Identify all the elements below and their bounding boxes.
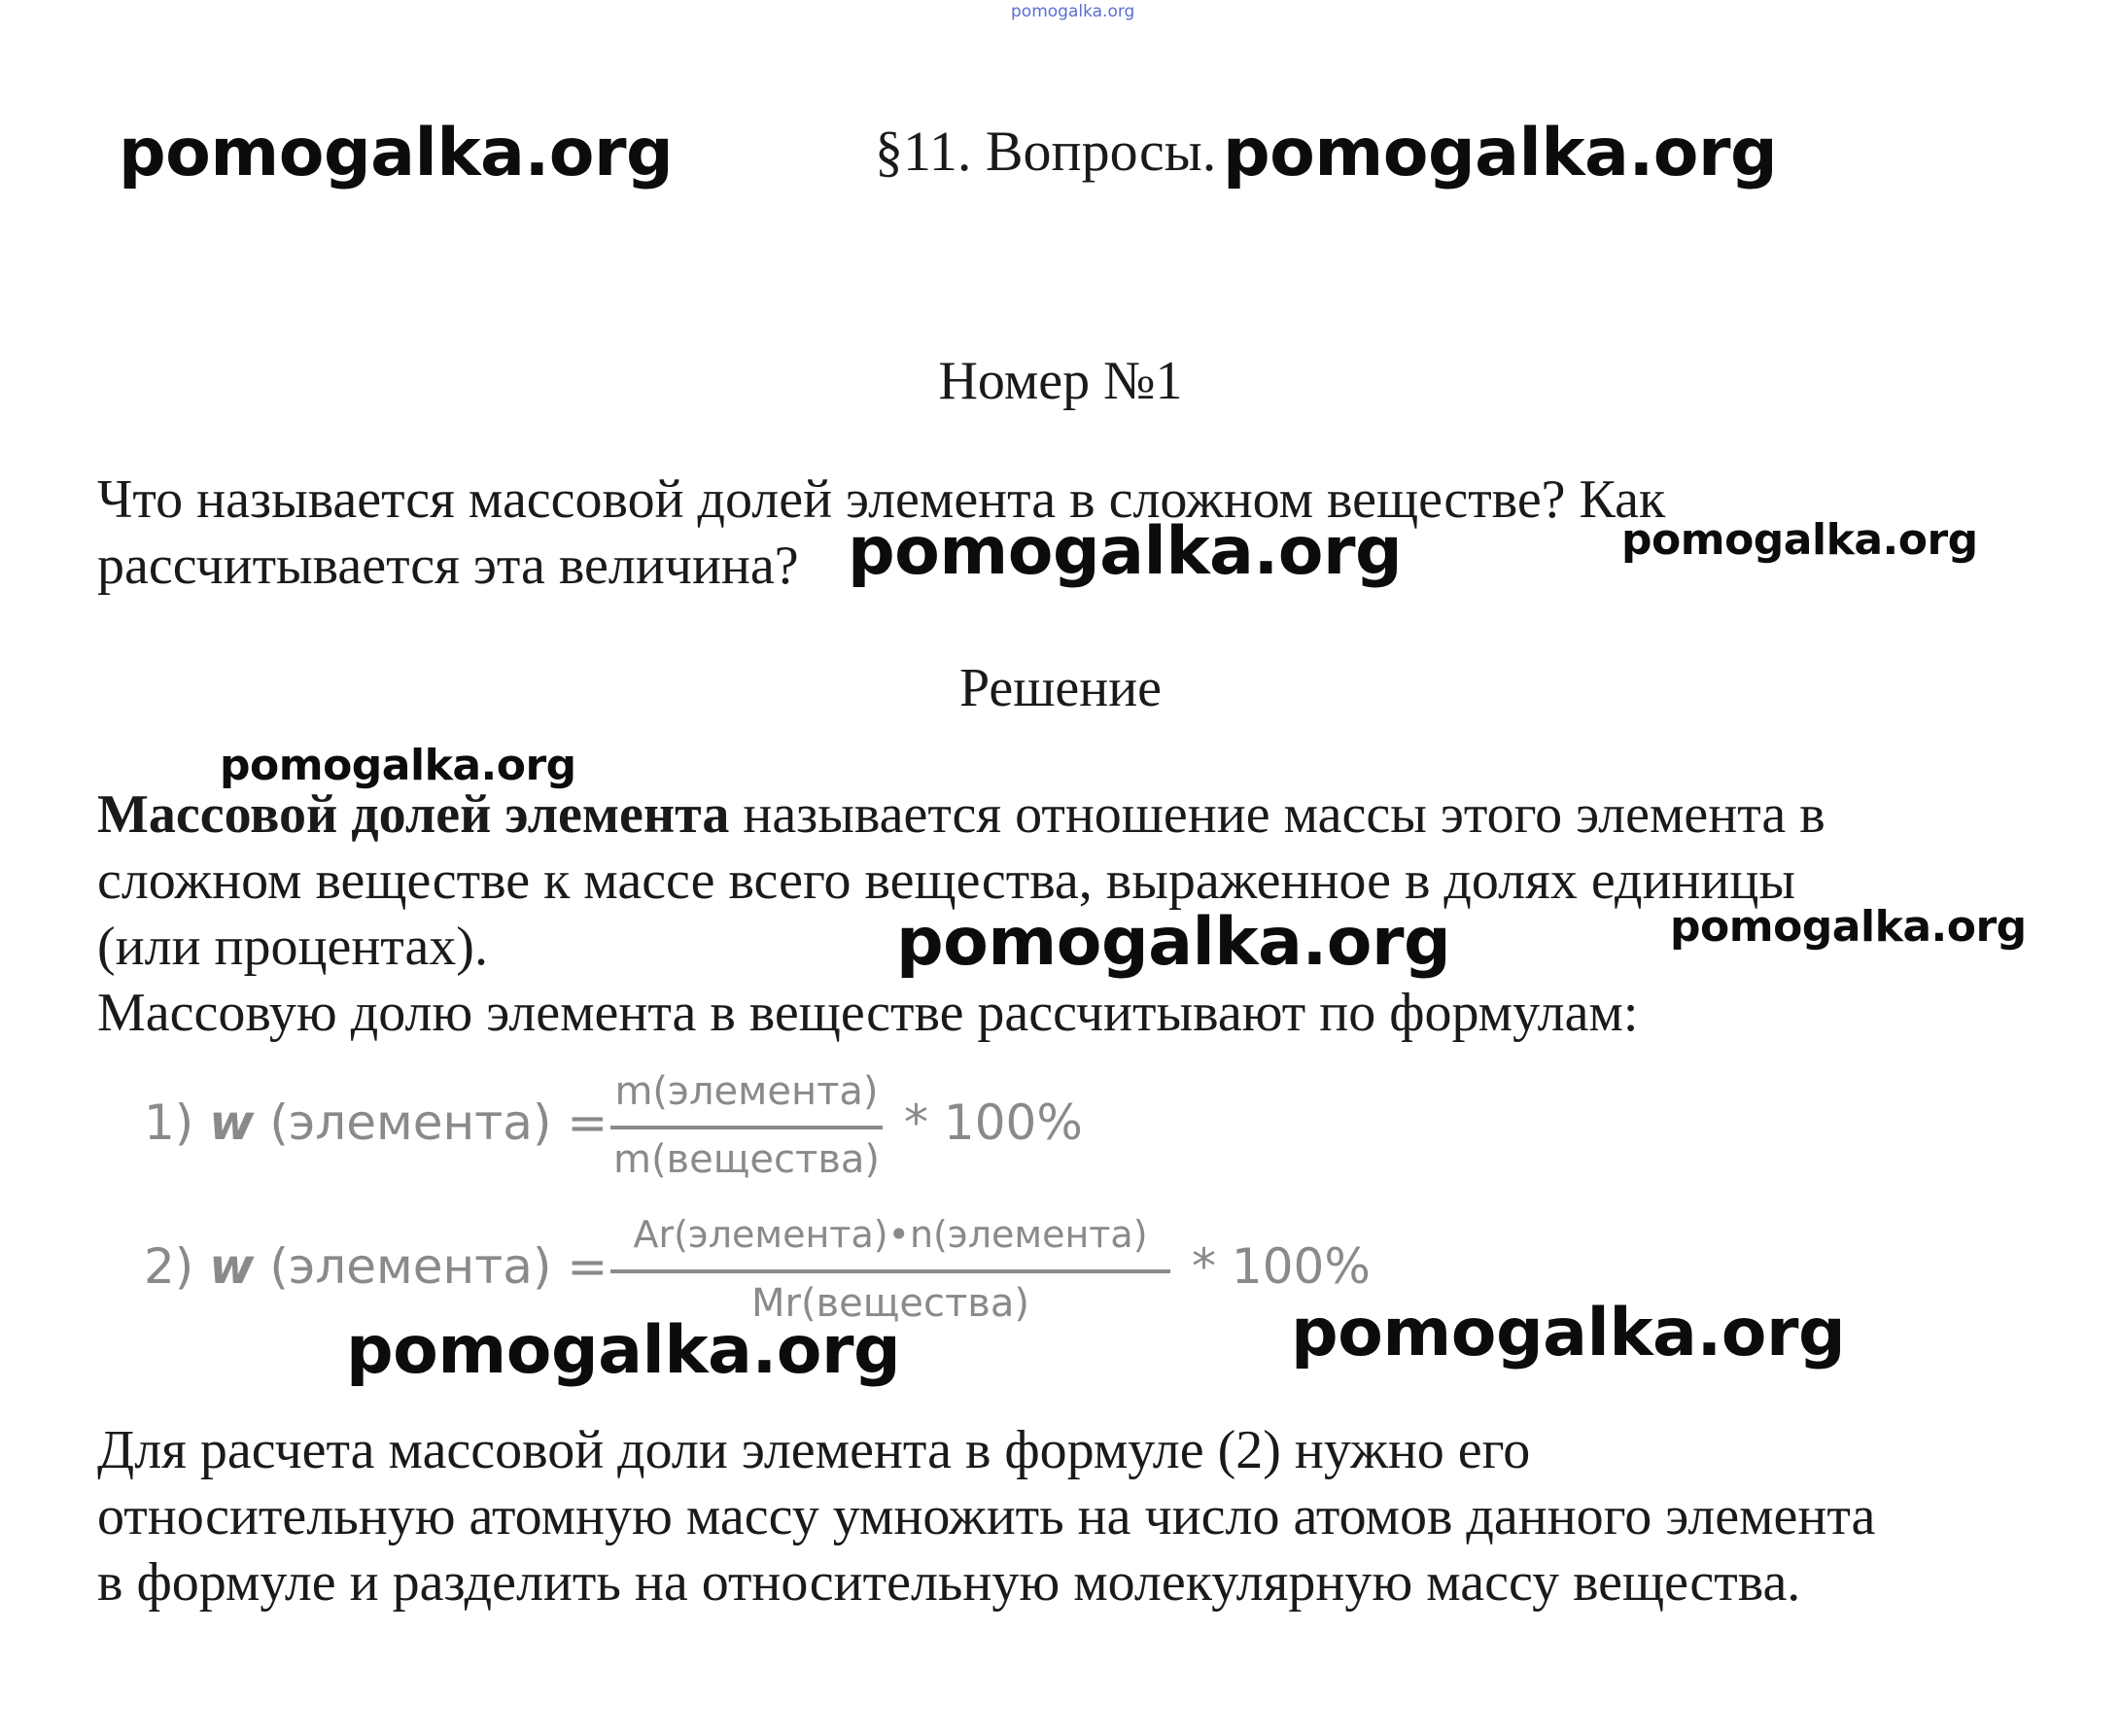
formula-1-fraction-bar [610, 1126, 883, 1129]
solution-heading: Решение [958, 658, 1163, 718]
watermark-formula-right: pomogalka.org [1291, 1295, 1846, 1371]
watermark-answer-right: pomogalka.org [1670, 902, 2027, 952]
watermark-header-left: pomogalka.org [119, 115, 674, 191]
answer-line-2: сложном веществе к массе всего вещества, выраженное в долях единицы [97, 851, 1795, 911]
formula-1-denominator: m(вещества) [612, 1137, 881, 1182]
watermark-answer-center: pomogalka.org [896, 904, 1451, 981]
watermark-formula-left: pomogalka.org [346, 1312, 901, 1389]
formula-2-symbol: w [209, 1238, 255, 1295]
formula-2-multiplier: * 100% [1192, 1238, 1371, 1295]
answer-line-3: (или процентах). [97, 917, 488, 977]
answer-term: Массовой долей элемента [97, 784, 730, 845]
conclusion-line-3: в формуле и разделить на относительную молекулярную массу вещества. [97, 1552, 1801, 1613]
watermark-answer-top: pomogalka.org [220, 741, 576, 790]
conclusion-line-2: относительную атомную массу умножить на число атомов данного элемента [97, 1486, 1876, 1546]
answer-line-4: Массовую долю элемента в веществе рассчитывают по формулам: [97, 983, 1639, 1043]
formula-1-symbol: w [209, 1094, 255, 1151]
formula-1-lhs: (элемента) = [269, 1094, 608, 1151]
formula-1-label: 1) [144, 1094, 194, 1151]
formula-2-fraction-bar [610, 1269, 1170, 1273]
watermark-question-right: pomogalka.org [1621, 515, 1978, 565]
conclusion-line-1: Для расчета массовой доли элемента в формуле (2) нужно его [97, 1420, 1531, 1480]
watermark-header-right: pomogalka.org [1223, 115, 1778, 191]
watermark-question-center: pomogalka.org [848, 513, 1403, 590]
formula-1-numerator: m(элемента) [614, 1069, 879, 1114]
question-line-1: Что называется массовой долей элемента в сложном веществе? Как [97, 469, 1666, 530]
formula-2-numerator: Ar(элемента)•n(элемента) [633, 1213, 1148, 1256]
question-line-2: рассчитывается эта величина? [97, 536, 799, 596]
section-title: §11. Вопросы. [875, 120, 1217, 183]
watermark-tiny-top: pomogalka.org [1011, 2, 1135, 21]
formula-2-lhs: (элемента) = [269, 1238, 608, 1295]
formula-2-label: 2) [144, 1238, 194, 1295]
answer-line-1 [97, 783, 1825, 846]
task-number: Номер №1 [938, 351, 1183, 411]
answer-line-1-rest: называется отношение массы этого элемента в [729, 784, 1825, 845]
formula-1-multiplier: * 100% [904, 1094, 1083, 1151]
formula-2-denominator: Mr(вещества) [750, 1281, 1029, 1326]
